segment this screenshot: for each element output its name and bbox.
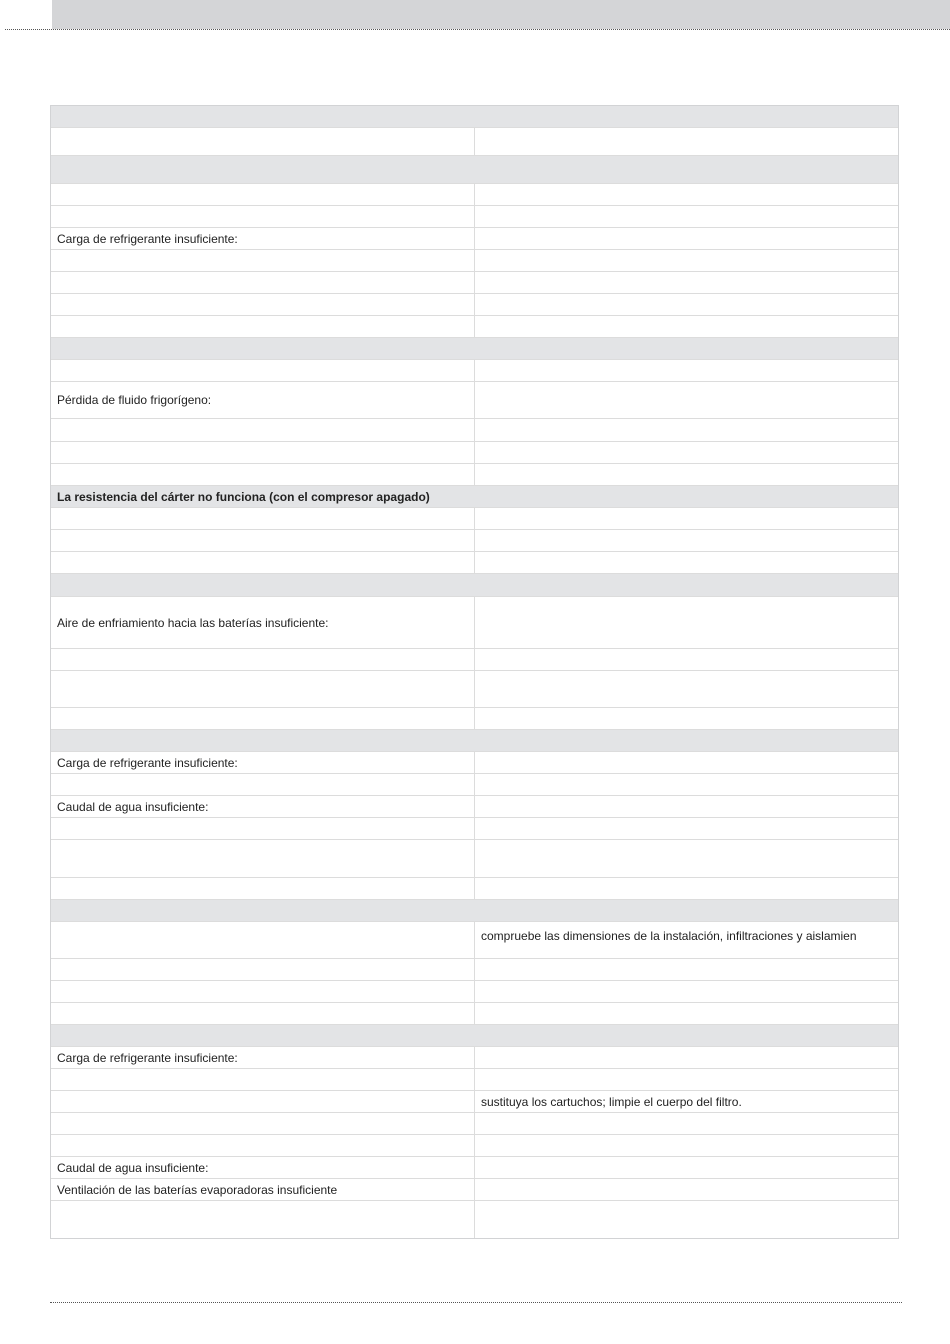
cause-cell: Ventilación de las baterías evaporadoras insuficiente [51,1179,475,1200]
cause-cell [51,878,475,899]
section-header-text [51,1025,898,1046]
cause-cell [51,671,475,707]
table-row [51,184,898,206]
remedy-cell [475,1179,898,1200]
cause-cell [51,708,475,729]
table-row [51,316,898,338]
section-header-text [51,900,898,921]
section-header-text [51,156,898,183]
remedy-cell [475,671,898,707]
remedy-cell [475,294,898,315]
table-row [51,1179,898,1201]
remedy-cell [475,878,898,899]
cause-cell [51,818,475,839]
remedy-cell [475,649,898,670]
remedy-cell [475,272,898,293]
section-header-row [51,106,898,128]
table-row [51,294,898,316]
table-row [51,360,898,382]
table-row [51,228,898,250]
cause-cell [51,294,475,315]
cause-cell [51,360,475,381]
remedy-cell [475,959,898,980]
section-header-row [51,1025,898,1047]
table-row [51,752,898,774]
remedy-cell [475,1069,898,1090]
section-header-row [51,900,898,922]
section-header-text [51,106,898,127]
table-row [51,1047,898,1069]
section-header-row [51,486,898,508]
remedy-cell [475,1113,898,1134]
troubleshooting-table [50,105,899,1239]
remedy-cell [475,382,898,418]
cause-cell [51,530,475,551]
remedy-cell: sustituya los cartuchos; limpie el cuerpo del filtro. [481,1094,742,1109]
top-dotted-divider [5,29,950,30]
cause-cell [51,649,475,670]
section-header-row [51,156,898,184]
table-row [51,464,898,486]
cause-cell: Carga de refrigerante insuficiente: [51,228,475,249]
cause-cell: Caudal de agua insuficiente: [51,796,475,817]
table-row [51,206,898,228]
remedy-cell [475,708,898,729]
cause-cell [51,981,475,1002]
remedy-cell: compruebe las dimensiones de la instalación, infiltraciones y aislamien [481,929,857,943]
table-row [51,922,898,959]
cause-cell [51,272,475,293]
cause-cell: Carga de refrigerante insuficiente: [51,752,475,773]
table-row [51,1113,898,1135]
remedy-cell [475,316,898,337]
cause-cell [51,206,475,227]
remedy-cell [475,464,898,485]
table-row [51,1091,898,1113]
table-row [51,530,898,552]
cause-cell [51,419,475,441]
cause-cell [51,184,475,205]
remedy-cell [475,228,898,249]
remedy-cell [475,552,898,573]
remedy-cell [475,206,898,227]
table-row [51,1003,898,1025]
table-row [51,1069,898,1091]
table-row [51,878,898,900]
table-row [51,442,898,464]
remedy-cell [475,1003,898,1024]
remedy-cell [475,796,898,817]
remedy-cell [475,508,898,529]
cause-cell [51,840,475,877]
cause-cell [51,1003,475,1024]
table-row [51,1157,898,1179]
table-row [51,419,898,442]
cause-cell: Pérdida de fluido frigorígeno: [51,382,475,418]
remedy-cell [475,360,898,381]
section-header-text [51,730,898,751]
table-row [51,708,898,730]
table-row [51,796,898,818]
bottom-dotted-divider [50,1302,902,1303]
cause-cell [51,552,475,573]
table-row [51,508,898,530]
remedy-cell [475,530,898,551]
section-header-row [51,730,898,752]
cause-cell [51,1135,475,1156]
remedy-cell [475,774,898,795]
remedy-cell [475,818,898,839]
table-row [51,671,898,708]
cause-cell: Carga de refrigerante insuficiente: [51,1047,475,1068]
header-bar [52,0,950,29]
table-row [51,597,898,649]
section-header-text [51,574,898,596]
cause-cell [51,922,475,958]
remedy-cell [475,981,898,1002]
cause-cell [51,1113,475,1134]
table-row [51,649,898,671]
remedy-cell [475,442,898,463]
cause-cell [51,774,475,795]
cause-cell [51,464,475,485]
remedy-cell [475,250,898,271]
remedy-cell [475,597,898,648]
table-row [51,959,898,981]
remedy-cell [475,1135,898,1156]
cause-cell [51,508,475,529]
cause-cell [51,1201,475,1238]
cause-cell [51,442,475,463]
remedy-cell [475,840,898,877]
cause-cell [51,1069,475,1090]
table-row [51,128,898,156]
cause-cell [51,959,475,980]
section-header-row [51,574,898,597]
table-row [51,818,898,840]
section-header-row [51,338,898,360]
table-row [51,250,898,272]
cause-cell: Aire de enfriamiento hacia las baterías insuficiente: [51,597,475,648]
table-row [51,981,898,1003]
section-header-text [51,338,898,359]
table-row [51,1201,898,1238]
remedy-cell [475,184,898,205]
table-row [51,774,898,796]
cause-cell: Caudal de agua insuficiente: [51,1157,475,1178]
table-row [51,552,898,574]
table-row [51,382,898,419]
remedy-cell [475,1047,898,1068]
table-row [51,1135,898,1157]
table-row [51,840,898,878]
remedy-cell [475,752,898,773]
remedy-cell [475,419,898,441]
section-header-text: La resistencia del cárter no funciona (con el compresor apagado) [57,489,430,504]
cause-cell [51,250,475,271]
table-row [51,272,898,294]
cause-cell [51,128,475,155]
remedy-cell [475,1201,898,1238]
cause-cell [51,316,475,337]
remedy-cell [475,1157,898,1178]
cause-cell [51,1091,475,1112]
remedy-cell [475,128,898,155]
